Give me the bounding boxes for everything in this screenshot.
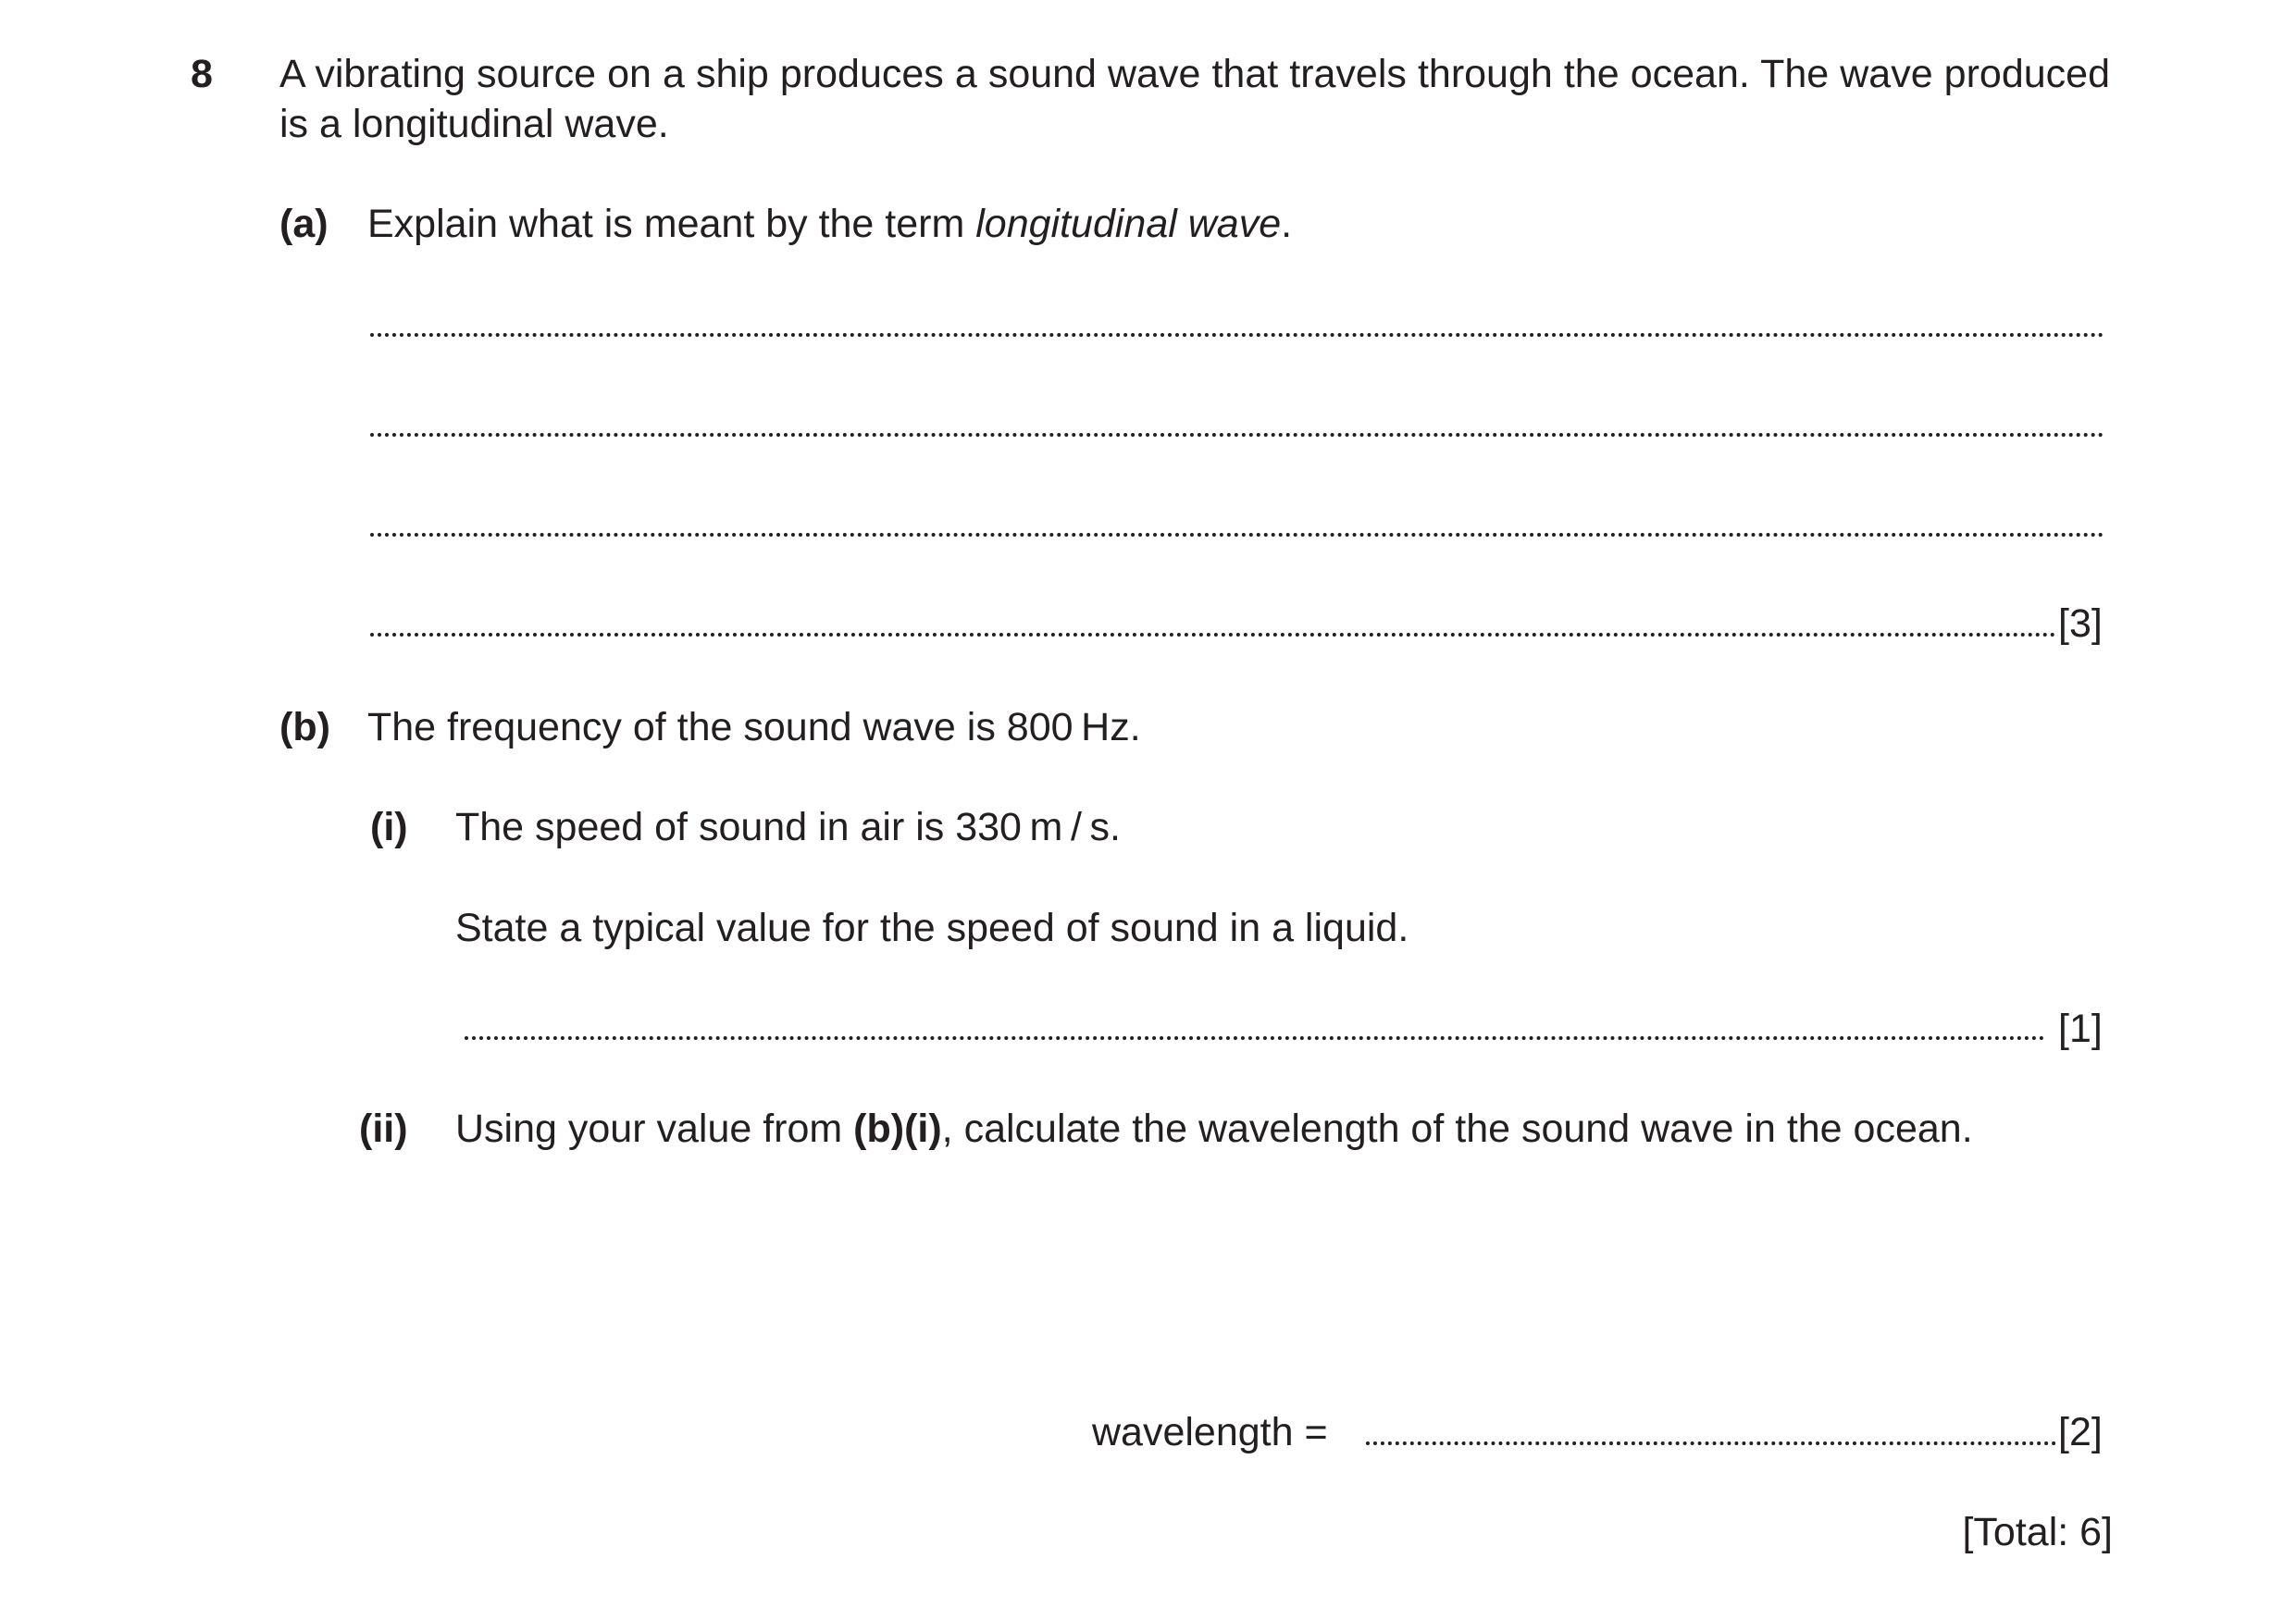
part-b-text: The frequency of the sound wave is 800 Hz. bbox=[367, 705, 1141, 749]
answer-line-a-4[interactable] bbox=[370, 633, 2056, 637]
part-a-text: Explain what is meant by the term bbox=[367, 202, 976, 246]
part-b-ii-label: (ii) bbox=[359, 1107, 408, 1151]
part-b-ii-text: Using your value from bbox=[455, 1107, 854, 1151]
wavelength-answer-line[interactable] bbox=[1366, 1441, 2056, 1445]
part-a-prompt bbox=[367, 200, 1292, 250]
part-b-ii-marks: [2] bbox=[2058, 1410, 2103, 1454]
answer-line-a-2[interactable] bbox=[370, 433, 2104, 437]
total-marks: [Total: 6] bbox=[1962, 1510, 2113, 1554]
part-b-ii-text-end: , calculate the wavelength of the sound wave in the ocean. bbox=[941, 1107, 1973, 1151]
answer-line-a-3[interactable] bbox=[370, 533, 2104, 537]
part-b-label: (b) bbox=[279, 705, 330, 749]
part-a-marks: [3] bbox=[2058, 601, 2103, 646]
part-a-term: longitudinal wave bbox=[975, 202, 1282, 246]
part-b-i-label: (i) bbox=[370, 805, 408, 849]
answer-line-a-1[interactable] bbox=[370, 333, 2104, 337]
part-b-i-text: The speed of sound in air is 330 m / s. bbox=[455, 805, 1121, 849]
part-a-text-end: . bbox=[1281, 202, 1293, 246]
question-stem: A vibrating source on a ship produces a sound wave that travels through the ocean. The wave produced is a longitudinal wave. bbox=[279, 52, 2110, 146]
wavelength-label: wavelength = bbox=[1092, 1410, 1328, 1454]
part-a-label: (a) bbox=[279, 202, 329, 246]
part-b-i-marks: [1] bbox=[2058, 1007, 2103, 1051]
part-b-i-question: State a typical value for the speed of sound in a liquid. bbox=[455, 906, 1409, 950]
part-b-ii-prompt bbox=[455, 1105, 1973, 1155]
question-number: 8 bbox=[191, 52, 213, 96]
answer-line-b-i[interactable] bbox=[465, 1036, 2045, 1040]
part-b-ii-ref: (b)(i) bbox=[853, 1107, 942, 1151]
